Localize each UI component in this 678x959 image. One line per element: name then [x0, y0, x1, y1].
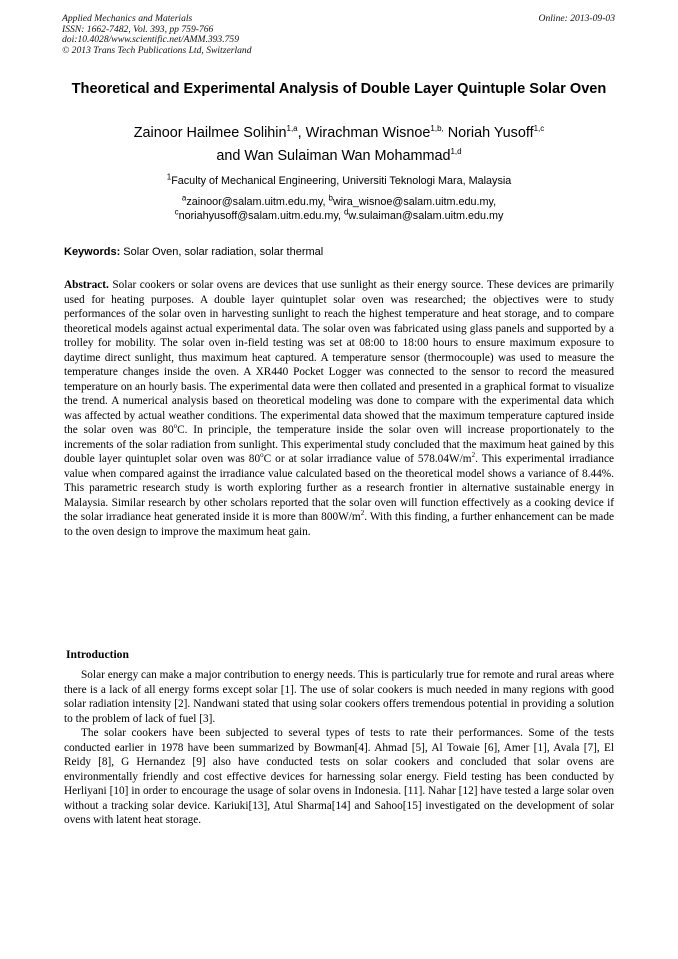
- author-emails: [58, 195, 620, 223]
- author-list: [58, 122, 620, 168]
- email-link[interactable]: w.sulaiman@salam.uitm.edu.my: [348, 210, 504, 222]
- online-date: Online: 2013-09-03: [538, 13, 615, 24]
- author-affil-mark: 1,c: [533, 124, 545, 134]
- doi-line: doi:10.4028/www.scientific.net/AMM.393.759: [62, 34, 240, 46]
- author-affil-mark: 1,d: [450, 147, 462, 157]
- email-line-2: $^c$noriahyusoff@salam.uitm.edu.my, $^d$w.sulaiman@salam.uitm.edu.my: [174, 207, 504, 222]
- email-link[interactable]: noriahyusoff@salam.uitm.edu.my,: [178, 210, 344, 222]
- section-heading-introduction: Introduction: [66, 648, 129, 661]
- keywords-label: Keywords:: [64, 246, 121, 258]
- author-line-2: [58, 145, 620, 168]
- paragraph: The solar cookers have been subjected to several types of tests to rate their performances. Some of the tests conducted earlier in 1978 have been summarized by Bowman[4]. Ahmad [5], Al Towaie [6], Amer [1], Avala [7], El Reidy [8], G Hernandez [9] also have conducted tests on solar cookers and concluded that solar ovens are environmentally friendly and cost effective devices for harnessing solar energy. Field testing has been conducted by Herliyani [10] in order to encourage the usage of solar ovens in Indonesia. [11]. Nahar [12] have tested a large solar oven without a tracking solar device. Kariuki[13], Atul Sharma[14] and Sahoo[15] investigated on the development of solar ovens with latent heat storage.: [64, 727, 614, 826]
- abstract-label: Abstract.: [64, 279, 109, 291]
- email-link[interactable]: zainoor@salam.uitm.edu.my,: [186, 196, 329, 208]
- abstract: Abstract. Solar cookers or solar ovens are devices that use sunlight as their energy source. These devices are primarily used for heating purposes. A double layer quintuplet solar oven was researched; the objectives were to study performances of the solar oven in harvesting sunlight to reach the highest temperature and heat storage, and to compare theoretical models against actual experimental data. The solar oven was fabricated using glass panels and supported by a trolley for mobility. The solar oven in-field testing was set at 08:00 to 18:00 hours to ensure maximum exposure to daytime direct sunlight, thus maximum heat captured. A temperature sensor (thermocouple) was used to measure the temperature changes inside the oven. A XR440 Pocket Logger was connected to the sensor to record the measured temperature on an hourly basis. The experimental data were then collated and presented in a graphical format to visualize the trend. A numerical analysis based on theoretical modeling was done to compare with the experimental data which was affected by actual weather conditions. The experimental data showed that the maximum temperature captured inside the solar oven was 80$^o$C. In principle, the temperature inside the solar oven will increase proportionately to the increments of the solar radiation from sunlight. This experimental study concluded that the maximum heat gained by this double layer quintuplet solar oven was 80$^o$C or at solar irradiance value of $578.04W/m^2$. This experimental irradiance value when compared against the irradiance value calculated based on the theoretical model shows a variance of 8.44%. This parametric research study is worth exploring further as a research frontier in alternative sustainable energy in Malaysia. Similar research by other scholars reported that the solar oven will function effectively as a cooking device if the solar irradiance heat generated inside it is more than $800W/m^2$. With this finding, a further enhancement can be made to the oven design to improve the maximum heat gain.: [64, 279, 614, 538]
- paragraph: Solar energy can make a major contribution to energy needs. This is particularly true for remote and rural areas where there is a lack of all energy forms except solar [1]. The use of solar cookers is much needed in many regions with good solar radiation intensity [2]. Nandwani stated that using solar cookers offers tremendous potential in providing a solution to the problem of lack of fuel [3].: [64, 669, 614, 725]
- introduction-body: [64, 668, 614, 828]
- journal-header: [62, 14, 252, 56]
- paper-title: Theoretical and Experimental Analysis of Double Layer Quintuple Solar Oven: [71, 81, 607, 97]
- keywords: [64, 245, 616, 259]
- journal-name: Applied Mechanics and Materials: [62, 13, 193, 24]
- keywords-text: Solar Oven, solar radiation, solar thermal: [120, 246, 324, 258]
- author-affil-mark: 1,a: [286, 124, 298, 134]
- author-name: Zainoor Hailmee Solihin: [133, 125, 287, 141]
- author-name: Noriah Yusoff: [447, 125, 534, 141]
- issn-line: ISSN: 1662-7482, Vol. 393, pp 759-766: [62, 23, 214, 35]
- author-line-1: Zainoor Hailmee Solihin$^{1,a}$, Wirachman Wisnoe$^{1,b,}$ Noriah Yusoff$^{1,c}$: [133, 124, 545, 141]
- email-link[interactable]: wira_wisnoe@salam.uitm.edu.my,: [332, 196, 497, 208]
- copyright-line: © 2013 Trans Tech Publications Ltd, Switzerland: [62, 44, 252, 56]
- affiliation: $^1$Faculty of Mechanical Engineering, Universiti Teknologi Mara, Malaysia: [166, 172, 512, 187]
- author-name: and Wan Sulaiman Wan Mohammad: [216, 148, 451, 164]
- author-name: Wirachman Wisnoe: [305, 125, 431, 141]
- author-affil-mark: 1,b,: [430, 124, 444, 134]
- email-line-1: $^a$zainoor@salam.uitm.edu.my, $^b$wira_wisnoe@salam.uitm.edu.my,: [181, 193, 497, 208]
